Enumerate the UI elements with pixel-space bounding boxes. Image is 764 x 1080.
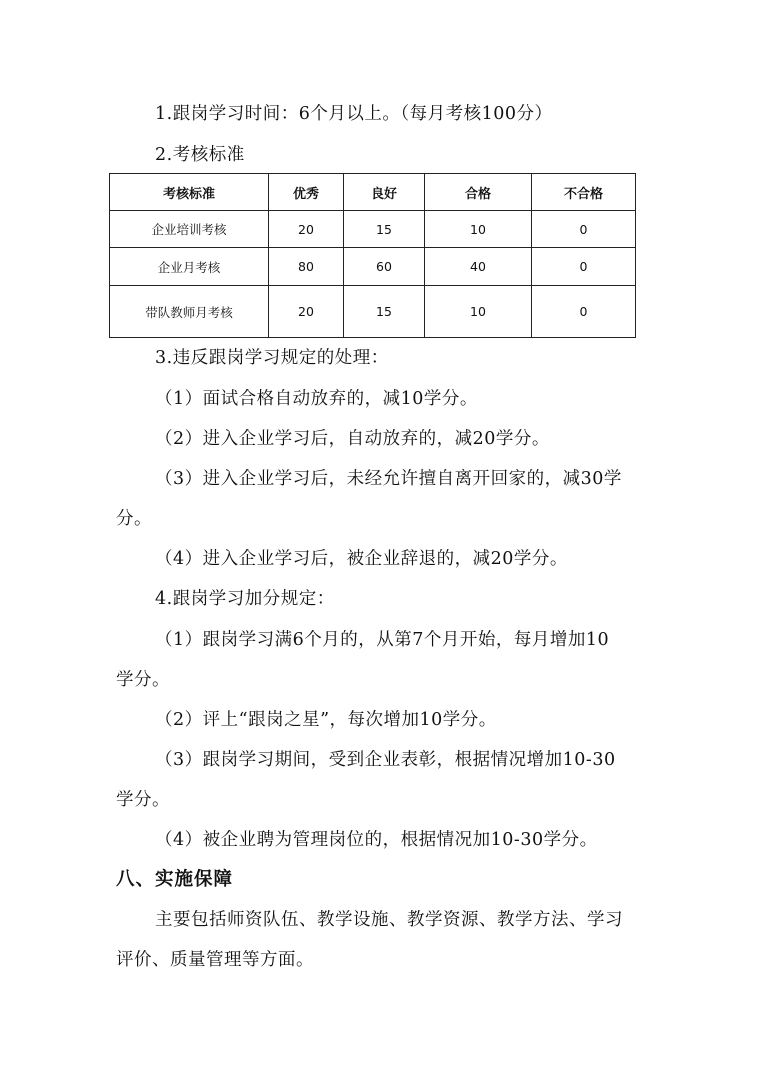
table-cell: 20	[269, 286, 344, 338]
table-header-cell: 良好	[344, 174, 425, 211]
violation-item: （3）进入企业学习后，未经允许擅自离开回家的，减30学	[155, 469, 622, 489]
bonus-item-continuation: 学分。	[116, 670, 170, 690]
table-header-cell: 不合格	[532, 174, 636, 211]
table-cell: 80	[269, 248, 344, 286]
violation-item-continuation: 分。	[116, 509, 152, 529]
table-cell: 15	[344, 286, 425, 338]
table-cell: 15	[344, 211, 425, 248]
table-cell: 10	[425, 286, 532, 338]
table-cell: 带队教师月考核	[110, 286, 269, 338]
implementation-paragraph-line: 主要包括师资队伍、教学设施、教学资源、教学方法、学习	[155, 910, 623, 930]
bonus-item: （2）评上“跟岗之星”，每次增加10学分。	[155, 710, 497, 730]
bonus-item: （1）跟岗学习满6个月的，从第7个月开始，每月增加10	[155, 630, 610, 650]
table-cell: 0	[532, 248, 636, 286]
table-header-row	[110, 174, 636, 211]
implementation-paragraph-line: 评价、质量管理等方面。	[116, 950, 314, 970]
table-header-cell: 考核标准	[110, 174, 269, 211]
violation-item: （2）进入企业学习后，自动放弃的，减20学分。	[155, 429, 550, 449]
table-cell: 40	[425, 248, 532, 286]
bonus-item: （4）被企业聘为管理岗位的，根据情况加10-30学分。	[155, 830, 598, 850]
bonus-item-continuation: 学分。	[116, 790, 170, 810]
section-heading-implementation: 八、实施保障	[116, 869, 234, 890]
table-row	[110, 248, 636, 286]
table-cell: 20	[269, 211, 344, 248]
table-row	[110, 211, 636, 248]
study-duration-line: 1.跟岗学习时间：6个月以上。（每月考核100分）	[155, 104, 553, 124]
table-header-cell: 优秀	[269, 174, 344, 211]
violation-rules-title: 3.违反跟岗学习规定的处理：	[155, 348, 389, 368]
violation-item: （1）面试合格自动放弃的，减10学分。	[155, 389, 478, 409]
assessment-standard-title: 2.考核标准	[155, 145, 245, 165]
bonus-item: （3）跟岗学习期间，受到企业表彰，根据情况增加10-30	[155, 750, 616, 770]
violation-item: （4）进入企业学习后，被企业辞退的，减20学分。	[155, 549, 568, 569]
table-cell: 0	[532, 211, 636, 248]
table-cell: 企业培训考核	[110, 211, 269, 248]
bonus-rules-title: 4.跟岗学习加分规定：	[155, 589, 335, 609]
table-cell: 企业月考核	[110, 248, 269, 286]
table-row	[110, 286, 636, 338]
table-cell: 60	[344, 248, 425, 286]
table-cell: 10	[425, 211, 532, 248]
table-header-cell: 合格	[425, 174, 532, 211]
table-cell: 0	[532, 286, 636, 338]
assessment-table	[109, 173, 636, 338]
